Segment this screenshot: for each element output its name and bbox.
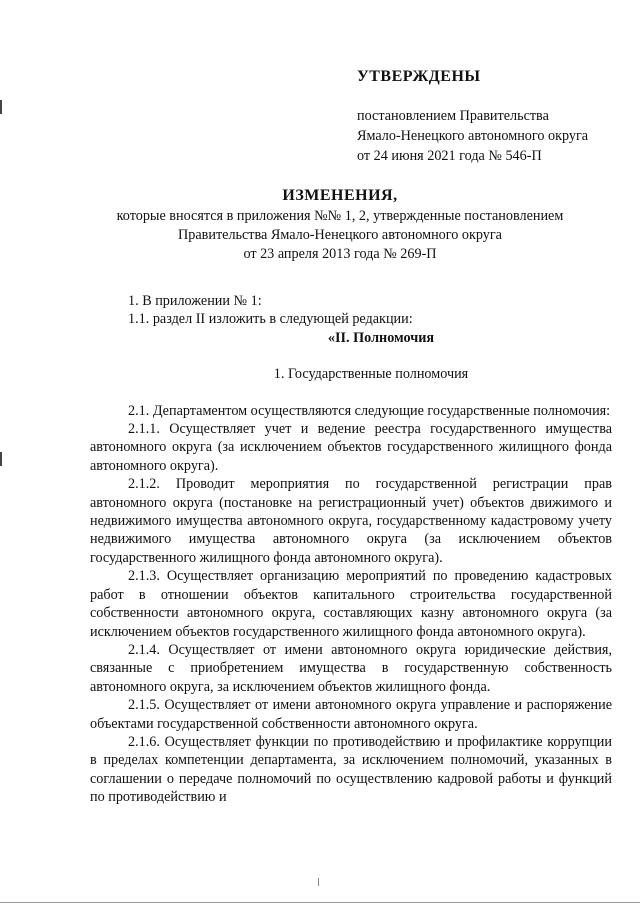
- paragraph: 2.1.5. Осуществляет от имени автономного округа управление и распоряжение объектами государственной собственности автономного округа.: [90, 697, 612, 732]
- scan-margin-mark: [0, 100, 2, 114]
- approval-block: [357, 68, 617, 166]
- document-subtitle: которые вносятся в приложения №№ 1, 2, утвержденные постановлением: [116, 208, 564, 224]
- paragraph: 1.1. раздел II изложить в следующей редакции:: [128, 311, 413, 328]
- approval-line: постановлением Правительства: [357, 108, 549, 124]
- document-title-block: [60, 185, 620, 264]
- document-subtitle: от 23 апреля 2013 года № 269-П: [243, 246, 437, 262]
- paragraph: 2.1.3. Осуществляет организацию мероприятий по проведению кадастровых работ в отношении объектов капитального строительства государственной собственности автономного округа, составляющих казну автономного округа (за исключением объектов государственного жилищного фонда автономного округа).: [90, 568, 612, 640]
- approval-line: Ямало-Ненецкого автономного округа: [357, 128, 589, 144]
- paragraph: 2.1.4. Осуществляет от имени автономного округа юридические действия, связанные с приобретением имущества в государственную собственность автономного округа, за исключением объектов жилищного фонда.: [90, 641, 612, 695]
- subsection-heading: 1. Государственные полномочия: [273, 366, 469, 383]
- scan-margin-mark: [0, 452, 2, 466]
- approval-heading: УТВЕРЖДЕНЫ: [357, 68, 481, 85]
- document-body: [90, 292, 612, 807]
- paragraph: 2.1.2. Проводит мероприятия по государственной регистрации прав автономного округа (постановке на регистрационный учет) объектов движимого и недвижимого имущества автономного округа, государственному кадастровому учету недвижимого имущества автономного округа (за исключением объектов государственного жилищного фонда автономного округа).: [90, 476, 612, 566]
- paragraph: 2.1.6. Осуществляет функции по противодействию и профилактике коррупции в пределах компетенции департамента, за исключением полномочий, указанных в соглашении о передаче полномочий по осуществлению кадровой работы и функций по противодействию и: [90, 733, 612, 806]
- paragraph: 2.1.1. Осуществляет учет и ведение реестра государственного имущества автономного округа (за исключением объектов государственного жилищного фонда автономного округа).: [90, 421, 612, 474]
- section-heading: «II. Полномочия: [327, 329, 435, 346]
- scan-bottom-edge: [0, 902, 640, 903]
- document-title: ИЗМЕНЕНИЯ,: [282, 187, 398, 204]
- approval-line: от 24 июня 2021 года № 546-П: [357, 148, 542, 164]
- scan-artifact: [318, 878, 319, 886]
- paragraph: 1. В приложении № 1:: [128, 293, 262, 309]
- document-subtitle: Правительства Ямало-Ненецкого автономного округа: [178, 227, 502, 243]
- paragraph: 2.1. Департаментом осуществляются следующие государственные полномочия:: [128, 402, 611, 419]
